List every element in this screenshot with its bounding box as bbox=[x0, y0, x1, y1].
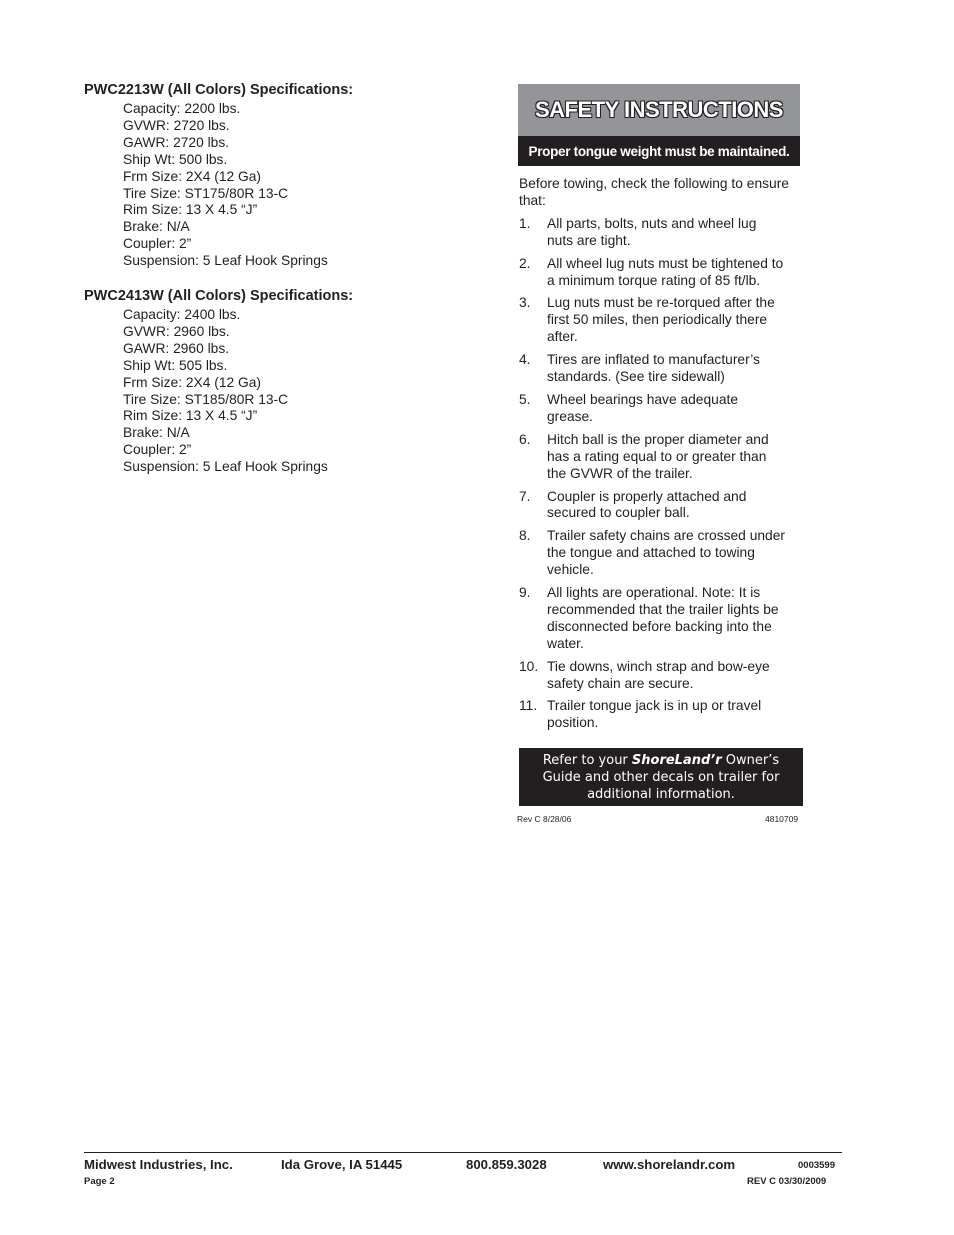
list-item bbox=[518, 585, 800, 653]
refer-to-guide-box bbox=[519, 748, 803, 806]
footer-revision: REV C 03/30/2009 bbox=[747, 1176, 827, 1187]
refer-line-2: Guide and other decals on trailer for bbox=[542, 769, 780, 785]
spec-item: Coupler: 2” bbox=[123, 236, 192, 252]
footer-website: www.shorelandr.com bbox=[603, 1157, 736, 1172]
list-item bbox=[518, 489, 800, 523]
safety-title: SAFETY INSTRUCTIONS bbox=[534, 97, 783, 122]
spec-item: Tire Size: ST175/80R 13-C bbox=[123, 185, 289, 201]
footer-company: Midwest Industries, Inc. bbox=[84, 1157, 233, 1172]
item-number: 11. bbox=[519, 698, 538, 714]
item-number: 6. bbox=[519, 431, 531, 447]
spec-item: Suspension: 5 Leaf Hook Springs bbox=[123, 459, 328, 475]
refer-after: Owner’s bbox=[721, 752, 780, 768]
list-item bbox=[518, 352, 800, 386]
item-text: Trailer tongue jack is in up or travel position. bbox=[547, 698, 762, 731]
item-text: Wheel bearings have adequate grease. bbox=[547, 391, 738, 424]
item-number: 4. bbox=[519, 352, 531, 368]
spec-item: Suspension: 5 Leaf Hook Springs bbox=[123, 253, 328, 269]
item-number: 1. bbox=[519, 215, 531, 231]
list-item bbox=[518, 216, 800, 250]
refer-before: Refer to your bbox=[542, 752, 632, 768]
list-item bbox=[518, 528, 800, 579]
list-item bbox=[518, 659, 800, 693]
item-number: 7. bbox=[519, 488, 531, 504]
spec-item: Tire Size: ST185/80R 13-C bbox=[123, 391, 289, 407]
spec-title: PWC2213W (All Colors) Specifications: bbox=[84, 82, 354, 98]
item-text: Trailer safety chains are crossed under the tongue and attached to towing vehicle. bbox=[547, 528, 785, 578]
safety-list bbox=[518, 216, 800, 732]
list-item bbox=[518, 295, 800, 346]
spec-item: GAWR: 2960 lbs. bbox=[123, 340, 230, 356]
item-text: Coupler is properly attached and secured to coupler ball. bbox=[547, 488, 747, 521]
spec-item: Brake: N/A bbox=[123, 219, 190, 235]
spec-item: Frm Size: 2X4 (12 Ga) bbox=[123, 168, 262, 184]
item-number: 2. bbox=[519, 255, 531, 271]
footer-divider bbox=[84, 1152, 842, 1153]
spec-item: Coupler: 2” bbox=[123, 442, 192, 458]
decal-revision: Rev C 8/28/06 bbox=[517, 814, 572, 824]
spec-item: GVWR: 2960 lbs. bbox=[123, 323, 230, 339]
item-number: 10. bbox=[519, 658, 539, 674]
refer-line-3: additional information. bbox=[587, 786, 735, 802]
spec-title: PWC2413W (All Colors) Specifications: bbox=[84, 288, 354, 304]
spec-item: Rim Size: 13 X 4.5 “J” bbox=[123, 202, 258, 218]
item-number: 5. bbox=[519, 391, 531, 407]
spec-item: Frm Size: 2X4 (12 Ga) bbox=[123, 374, 262, 390]
spec-item: Brake: N/A bbox=[123, 425, 190, 441]
brand-name: ShoreLand’r bbox=[631, 752, 722, 768]
footer-city: Ida Grove, IA 51445 bbox=[281, 1157, 403, 1172]
spec-item: Capacity: 2400 lbs. bbox=[123, 307, 241, 322]
spec-item: Ship Wt: 500 lbs. bbox=[123, 151, 228, 167]
item-number: 8. bbox=[519, 528, 531, 544]
list-item bbox=[518, 392, 800, 426]
footer-phone: 800.859.3028 bbox=[466, 1157, 547, 1172]
item-text: All lights are operational. Note: It is recommended that the trailer lights be disconnected before backing into the water. bbox=[547, 585, 779, 651]
spec-block-pwc2213w bbox=[84, 81, 353, 270]
list-item bbox=[518, 256, 800, 290]
item-text: Tie downs, winch strap and bow-eye safety chain are secure. bbox=[547, 658, 770, 691]
safety-intro: Before towing, check the following to ensure that: bbox=[519, 176, 789, 208]
decal-part-number: 4810709 bbox=[765, 814, 799, 824]
spec-item: Rim Size: 13 X 4.5 “J” bbox=[123, 408, 258, 424]
spec-block-pwc2413w bbox=[84, 287, 353, 476]
list-item bbox=[518, 698, 800, 732]
item-text: Lug nuts must be re-torqued after the first 50 miles, then periodically there after. bbox=[547, 295, 775, 345]
list-item bbox=[518, 432, 800, 483]
item-number: 9. bbox=[519, 585, 531, 601]
safety-subtitle: Proper tongue weight must be maintained. bbox=[518, 136, 800, 166]
item-text: All parts, bolts, nuts and wheel lug nuts are tight. bbox=[547, 215, 757, 248]
spec-item: GVWR: 2720 lbs. bbox=[123, 117, 230, 133]
footer-page-number: Page 2 bbox=[84, 1176, 115, 1187]
footer-doc-number: 0003599 bbox=[798, 1160, 835, 1171]
item-text: Tires are inflated to manufacturer’s standards. (See tire sidewall) bbox=[547, 352, 760, 385]
item-number: 3. bbox=[519, 295, 531, 311]
spec-item: Capacity: 2200 lbs. bbox=[123, 101, 241, 116]
safety-instructions-decal bbox=[518, 84, 800, 738]
spec-item: GAWR: 2720 lbs. bbox=[123, 134, 230, 150]
spec-list bbox=[84, 101, 353, 270]
item-text: Hitch ball is the proper diameter and has a rating equal to or greater than the GVWR of the trailer. bbox=[547, 431, 769, 481]
safety-banner bbox=[518, 84, 800, 136]
spec-list bbox=[84, 307, 353, 476]
spec-item: Ship Wt: 505 lbs. bbox=[123, 357, 228, 373]
item-text: All wheel lug nuts must be tightened to a minimum torque rating of 85 ft/lb. bbox=[547, 255, 784, 288]
refer-line-1 bbox=[519, 752, 803, 769]
